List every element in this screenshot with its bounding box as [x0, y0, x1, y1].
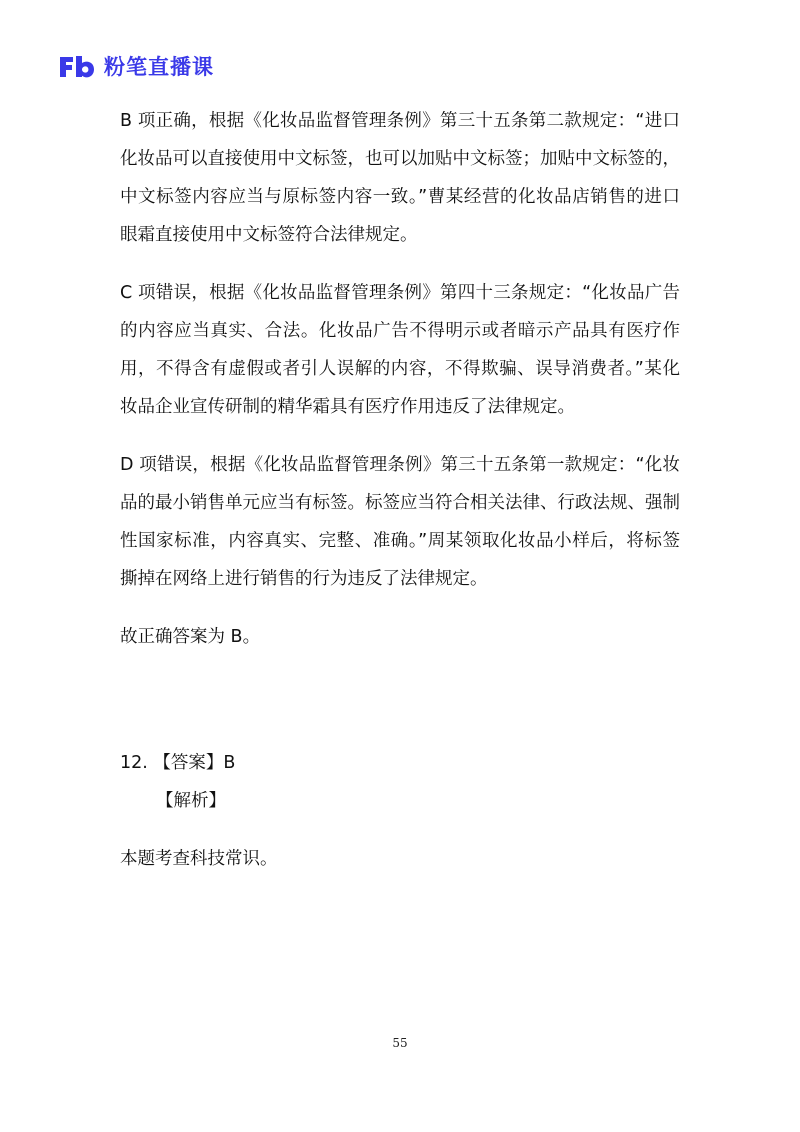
page-number: 55 [392, 1036, 408, 1050]
analysis-label: 【解析】 [156, 791, 226, 811]
paragraph-conclusion: 故正确答案为 B。 [120, 627, 261, 647]
fb-logo-icon [56, 53, 96, 81]
paragraph-option-c: C 项错误，根据《化妆品监督管理条例》第四十三条规定：“化妆品广告的内容应当真实、合法。化妆品广告不得明示或者暗示产品具有医疗作用，不得含有虚假或者引人误解的内容，不得欺骗、误导消费者。”某化妆品企业宣传研制的精华霜具有医疗作用违反了法律规定。 [120, 283, 680, 417]
document-body [120, 102, 680, 878]
question-answer-line: 12. 【答案】B [120, 753, 236, 773]
header [56, 52, 214, 82]
paragraph-option-d: D 项错误，根据《化妆品监督管理条例》第三十五条第一款规定：“化妆品的最小销售单元应当有标签。标签应当符合相关法律、行政法规、强制性国家标准，内容真实、完整、准确。”周某领取化妆品小样后，将标签撕掉在网络上进行销售的行为违反了法律规定。 [120, 455, 680, 589]
brand-name: 粉笔直播课 [104, 55, 214, 79]
paragraph-option-b: B 项正确，根据《化妆品监督管理条例》第三十五条第二款规定：“进口化妆品可以直接使用中文标签，也可以加贴中文标签；加贴中文标签的，中文标签内容应当与原标签内容一致。”曹某经营的化妆品店销售的进口眼霜直接使用中文标签符合法律规定。 [120, 111, 680, 245]
analysis-text: 本题考查科技常识。 [120, 849, 278, 869]
